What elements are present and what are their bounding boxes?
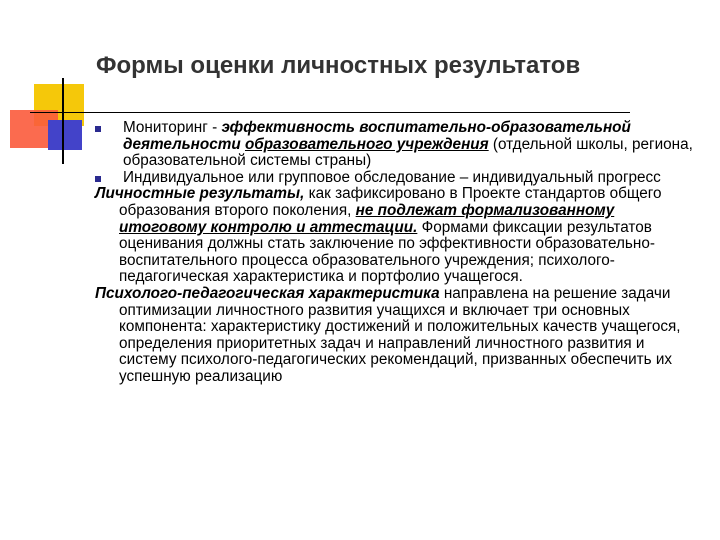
bullet-lead: Мониторинг - [123, 119, 222, 136]
slide-title: Формы оценки личностных результатов [96, 52, 581, 79]
decor-horizontal-line [30, 112, 630, 113]
para-strong: не подлежат формализованному итоговому контролю и аттестации. [119, 201, 615, 236]
para-emphasis: Личностные результаты, [95, 185, 305, 203]
para-emphasis: Психолого-педагогическая характеристика [95, 284, 440, 302]
para-text: как зафиксировано в Проекте стандартов общего образования второго поколения, [119, 185, 662, 219]
bullet-emphasis-underlined: образовательного учреждения [244, 135, 489, 153]
bullet-square-icon [95, 176, 101, 182]
para-text: направлена на решение задачи оптимизации личностного развития учащихся и включает три основных компонента: характеристику достижений и положительных качеств учащегося, определения приоритетных задач и направлений личностного развития и систему психолого-педагогических рекомендаций, призванных обеспечить их успешную реализацию [119, 284, 681, 385]
bullet-rest: (отдельной школы, региона, образовательной системы страны) [123, 135, 693, 170]
decor-vertical-line [62, 78, 64, 164]
bullet-emphasis: эффективность воспитательно-образовательной деятельности [123, 119, 631, 153]
slide-content [95, 120, 695, 386]
bullet-text: Индивидуальное или групповое обследование – индивидуальный прогресс [123, 168, 661, 186]
para-text-2: Формами фиксации результатов оценивания должны стать заключение по эффективности образовательно-воспитательного процесса образовательного учреждения; психолого-педагогическая характеристика и портфолио учащегося. [119, 218, 655, 286]
bullet-individual [95, 170, 695, 187]
bullet-square-icon [95, 126, 101, 132]
paragraph-characteristic [95, 286, 695, 386]
decor-blue-square [48, 120, 82, 150]
bullet-monitoring [95, 120, 695, 170]
paragraph-personal-results [95, 186, 695, 286]
